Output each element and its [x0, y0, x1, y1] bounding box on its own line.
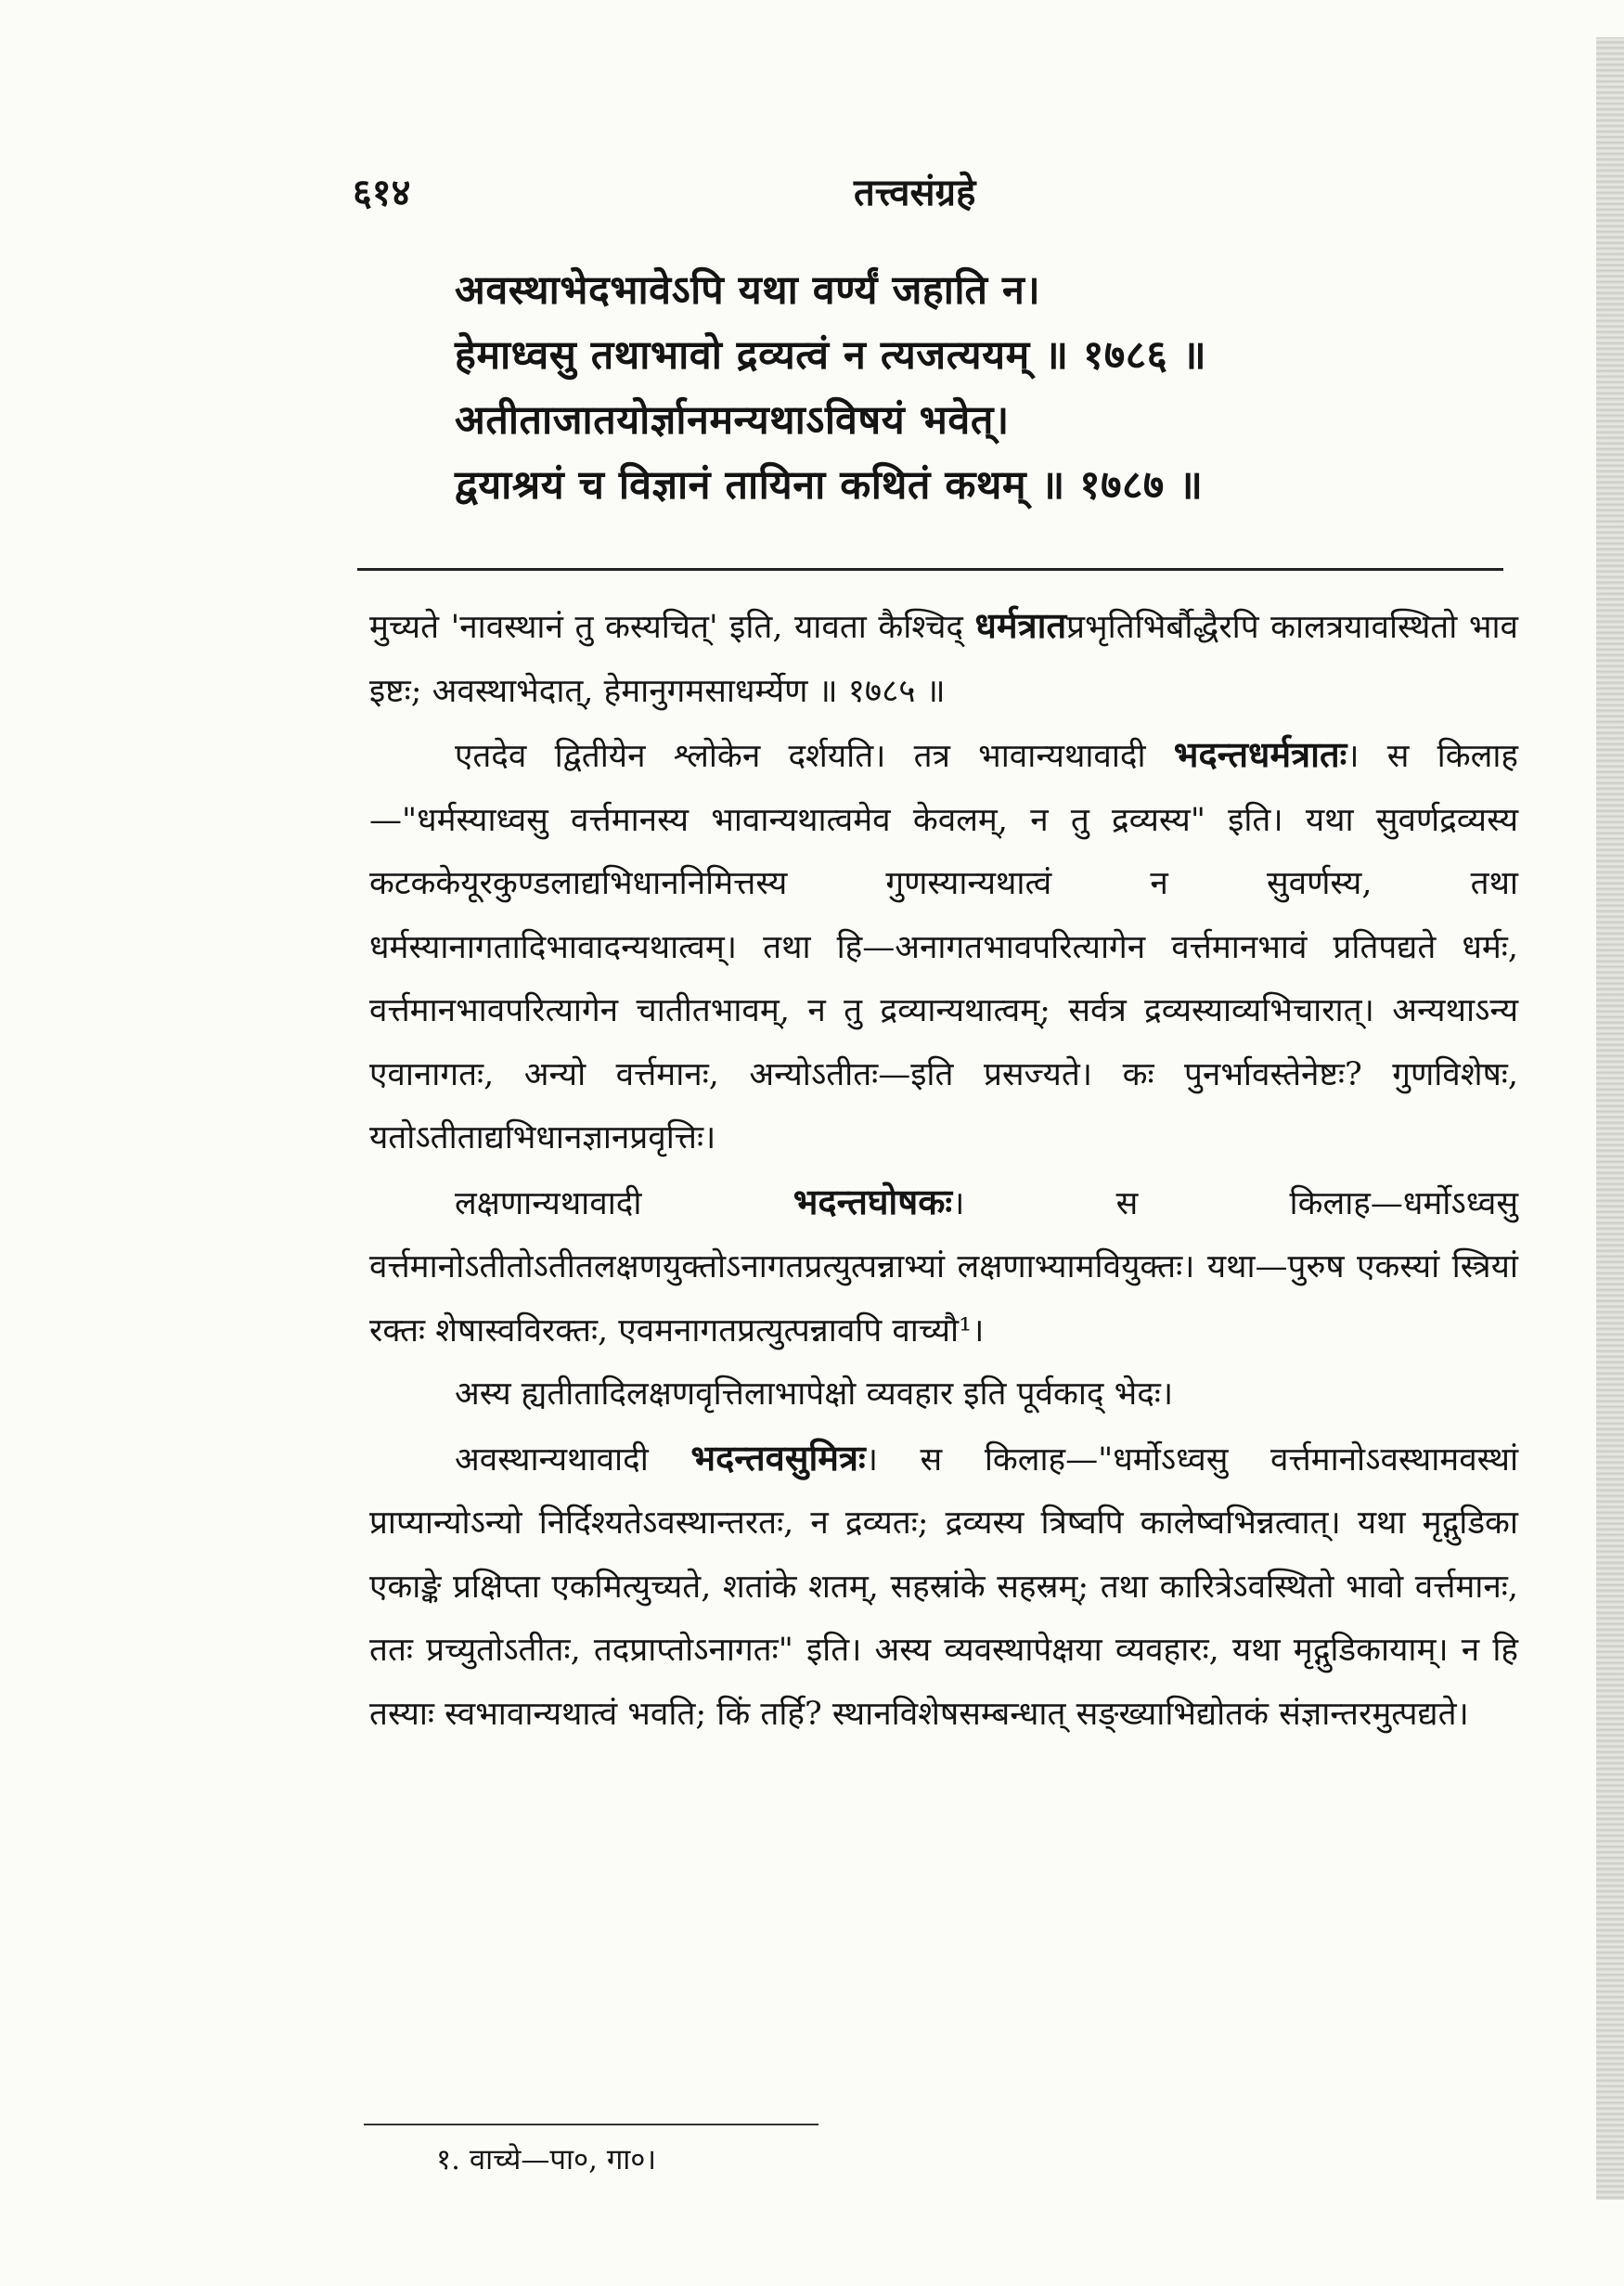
footnote: १. वाच्ये—पा०, गा०। — [436, 2143, 657, 2176]
page-header — [353, 165, 1503, 221]
commentary-paragraph — [369, 1170, 1518, 1363]
verse-line: हेमाध्वसु तथाभावो द्रव्यत्वं न त्यजत्ययम् ॥ १७८६ ॥ — [455, 332, 1207, 379]
commentary-paragraph — [369, 594, 1518, 723]
text-run: एतदेव द्वितीयेन श्लोकेन दर्शयति। तत्र भावान्यथावादी — [455, 738, 1174, 775]
commentary-paragraph — [369, 1363, 1518, 1427]
text-run: । स किलाह—धर्मोऽध्वसु वर्त्तमानोऽतीतोऽतीतलक्षणयुक्तोऽनागतप्रत्युत्पन्नाभ्यां लक्षणाभ्यामवियुक्तः। यथा—पुरुष एकस्यां स्त्रियां रक्तः शेषास्वविरक्तः, एवमनागतप्रत्युत्पन्नावपि वाच्यौ¹। — [369, 1184, 1518, 1350]
text-run: । स किलाह—"धर्मस्याध्वसु वर्त्तमानस्य भावान्यथात्वमेव केवलम्, न तु द्रव्यस्य" इति। यथा सुवर्णद्रव्यस्य कटककेयूरकुण्डलाद्यभिधाननिमित्तस्य गुणस्यान्यथात्वं न सुवर्णस्य, तथा धर्मस्यानागतादिभावादन्यथात्वम्। तथा हि—अनागतभावपरित्यागेन वर्त्तमानभावं प्रतिपद्यते धर्मः, वर्त्तमानभावपरित्यागेन चातीतभावम्, न तु द्रव्यान्यथात्वम्; सर्वत्र द्रव्यस्याव्यभिचारात्। अन्यथाऽन्य एवानागतः, अन्यो वर्त्तमानः, अन्योऽतीतः—इति प्रसज्यते। कः पुनर्भावस्तेनेष्टः? गुणविशेषः, यतोऽतीताद्यभिधानज्ञानप्रवृत्तिः। — [369, 738, 1518, 1156]
footnote-rule — [364, 2124, 818, 2125]
term-name: भदन्तवसुमित्रः — [690, 1436, 866, 1479]
commentary-paragraph — [369, 1427, 1518, 1747]
text-run: अस्य ह्यतीतादिलक्षणवृत्तिलाभापेक्षो व्यवहार इति पूर्वकाद् भेदः। — [455, 1375, 1174, 1413]
text-run: प्रभृतिभिर्बौद्धैरपि कालत्रयावस्थितो भाव इष्टः; अवस्थाभेदात्, हेमानुगमसाधर्म्येण ॥ १७८५ ॥ — [369, 609, 1518, 710]
commentary-body — [369, 594, 1518, 1746]
verse-line: अतीताजातयोर्ज्ञानमन्यथाऽविषयं भवेत्। — [455, 397, 1010, 444]
verse-block — [455, 258, 1522, 518]
commentary-paragraph — [369, 723, 1518, 1170]
text-run: अवस्थान्यथावादी — [455, 1440, 691, 1479]
verse-line: अवस्थाभेदभावेऽपि यथा वर्ण्यं जहाति न। — [455, 267, 1041, 314]
verse-line: द्वयाश्रयं च विज्ञानं तायिना कथितं कथम् ॥ १७८७ ॥ — [455, 462, 1204, 509]
term-name: भदन्तधर्मत्रातः — [1173, 733, 1347, 775]
verse-separator-rule — [357, 568, 1503, 571]
text-run: लक्षणान्यथावादी — [455, 1184, 793, 1222]
page-number: ६१४ — [353, 171, 411, 214]
running-title: तत्त्वसंग्रहे — [854, 171, 976, 214]
page-edge-shadow — [1596, 37, 1624, 2200]
term-name: भदन्तघोषकः — [793, 1180, 953, 1222]
text-run: मुच्यते 'नावस्थानं तु कस्यचित्' इति, यावता कैश्चिद् — [369, 609, 975, 646]
term-name: धर्मत्रात — [974, 604, 1067, 646]
text-run: । स किलाह—"धर्मोऽध्वसु वर्त्तमानोऽवस्थामवस्थां प्राप्यान्योऽन्यो निर्दिश्यतेऽवस्थान्तरतः, न द्रव्यतः; द्रव्यस्य त्रिष्वपि कालेष्वभिन्नत्वात्। यथा मृद्गुडिका एकाङ्के प्रक्षिप्ता एकमित्युच्यते, शतांके शतम्, सहस्रांके सहस्रम्; तथा कारित्रेऽवस्थितो भावो वर्त्तमानः, ततः प्रच्युतोऽतीतः, तदप्राप्तोऽनागतः" इति। अस्य व्यवस्थापेक्षया व्यवहारः, यथा मृद्गुडिकायाम्। न हि तस्याः स्वभावान्यथात्वं भवति; किं तर्हि? स्थानविशेषसम्बन्धात् सङ्ख्याभिद्योतकं संज्ञान्तरमुत्पद्यते। — [369, 1440, 1519, 1733]
